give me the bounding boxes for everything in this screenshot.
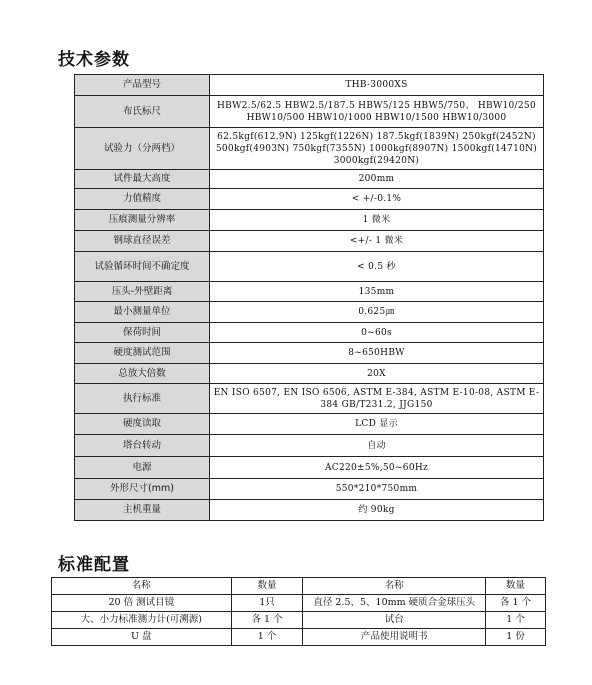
table-row (52, 595, 546, 612)
spec-label: 试验循环时间不确定度 (75, 252, 210, 282)
table-row (75, 75, 544, 96)
spec-value: 200mm (210, 170, 544, 189)
item-quantity: 各 1 个 (486, 595, 546, 612)
table-row (75, 414, 544, 435)
spec-value: HBW2.5/62.5 HBW2.5/187.5 HBW5/125 HBW5/750、 HBW10/250 HBW10/500 HBW10/1000 HBW10/1500 HBW10/3000 (210, 96, 544, 128)
spec-label: 最小测量单位 (75, 302, 210, 323)
table-row (75, 364, 544, 384)
standard-section-title: 标准配置 (58, 555, 130, 575)
table-row (52, 612, 546, 629)
table-row (75, 500, 544, 521)
item-name: U 盘 (52, 629, 232, 646)
spec-label: 压痕测量分辨率 (75, 210, 210, 231)
item-name: 直径 2.5、5、10mm 硬质合金球压头 (303, 595, 486, 612)
spec-value: 约 90kg (210, 500, 544, 521)
spec-label: 硬度测试范围 (75, 343, 210, 364)
spec-label: 塔台转动 (75, 435, 210, 457)
spec-value: 1 微米 (210, 210, 544, 231)
item-quantity: 1 份 (486, 629, 546, 646)
spec-label: 硬度读取 (75, 414, 210, 435)
spec-value: LCD 显示 (210, 414, 544, 435)
spec-value: < 0.5 秒 (210, 252, 544, 282)
spec-value: THB-3000XS (210, 75, 544, 96)
spec-label: 执行标准 (75, 384, 210, 414)
table-row (75, 384, 544, 414)
item-quantity: 1 个 (486, 612, 546, 629)
table-row (75, 96, 544, 128)
table-row (75, 323, 544, 343)
column-header: 数量 (486, 578, 546, 595)
spec-label: 外形尺寸(mm) (75, 479, 210, 500)
spec-value: 135mm (210, 282, 544, 302)
spec-section-title: 技术参数 (58, 50, 130, 70)
spec-value: 0.625㎛ (210, 302, 544, 323)
standard-config-table (51, 577, 546, 646)
spec-label: 压头-外壁距离 (75, 282, 210, 302)
table-row (75, 343, 544, 364)
table-row (75, 128, 544, 170)
item-quantity: 各 1 个 (231, 612, 303, 629)
column-header: 名称 (52, 578, 232, 595)
spec-value: < +/-0.1% (210, 189, 544, 210)
spec-label: 电源 (75, 457, 210, 479)
spec-table (74, 74, 544, 521)
spec-value: AC220±5%,50~60Hz (210, 457, 544, 479)
spec-value: <+/- 1 微米 (210, 231, 544, 252)
column-header: 数量 (231, 578, 303, 595)
spec-value: 0~60s (210, 323, 544, 343)
spec-value: 20X (210, 364, 544, 384)
table-row (75, 189, 544, 210)
spec-value: 自动 (210, 435, 544, 457)
column-header: 名称 (303, 578, 486, 595)
spec-value: 62.5kgf(612.9N) 125kgf(1226N) 187.5kgf(1839N) 250kgf(2452N) 500kgf(4903N) 750kgf(7355N) 1000kgf(8907N) 1500kgf(14710N) 3000kgf(29420N) (210, 128, 544, 170)
item-name: 试台 (303, 612, 486, 629)
table-row (75, 282, 544, 302)
table-row (52, 629, 546, 646)
table-row (75, 231, 544, 252)
spec-label: 总放大倍数 (75, 364, 210, 384)
item-quantity: 1 个 (231, 629, 303, 646)
item-name: 大、小力标准测力计(可溯源) (52, 612, 232, 629)
table-row (75, 170, 544, 189)
item-name: 20 倍 测试目镜 (52, 595, 232, 612)
table-header-row (52, 578, 546, 595)
table-row (75, 302, 544, 323)
table-row (75, 457, 544, 479)
table-row (75, 435, 544, 457)
spec-label: 保荷时间 (75, 323, 210, 343)
table-row (75, 210, 544, 231)
spec-label: 钢球直径误差 (75, 231, 210, 252)
table-row (75, 479, 544, 500)
table-row (75, 252, 544, 282)
spec-label: 试件最大高度 (75, 170, 210, 189)
spec-label: 力值精度 (75, 189, 210, 210)
spec-label: 布氏标尺 (75, 96, 210, 128)
spec-value: 550*210*750mm (210, 479, 544, 500)
item-quantity: 1只 (231, 595, 303, 612)
spec-label: 产品型号 (75, 75, 210, 96)
item-name: 产品使用说明书 (303, 629, 486, 646)
spec-label: 试验力（分两档） (75, 128, 210, 170)
spec-value: EN ISO 6507, EN ISO 6506, ASTM E-384, ASTM E-10-08, ASTM E-384 GB/T231.2, JJG150 (210, 384, 544, 414)
spec-value: 8~650HBW (210, 343, 544, 364)
spec-label: 主机重量 (75, 500, 210, 521)
